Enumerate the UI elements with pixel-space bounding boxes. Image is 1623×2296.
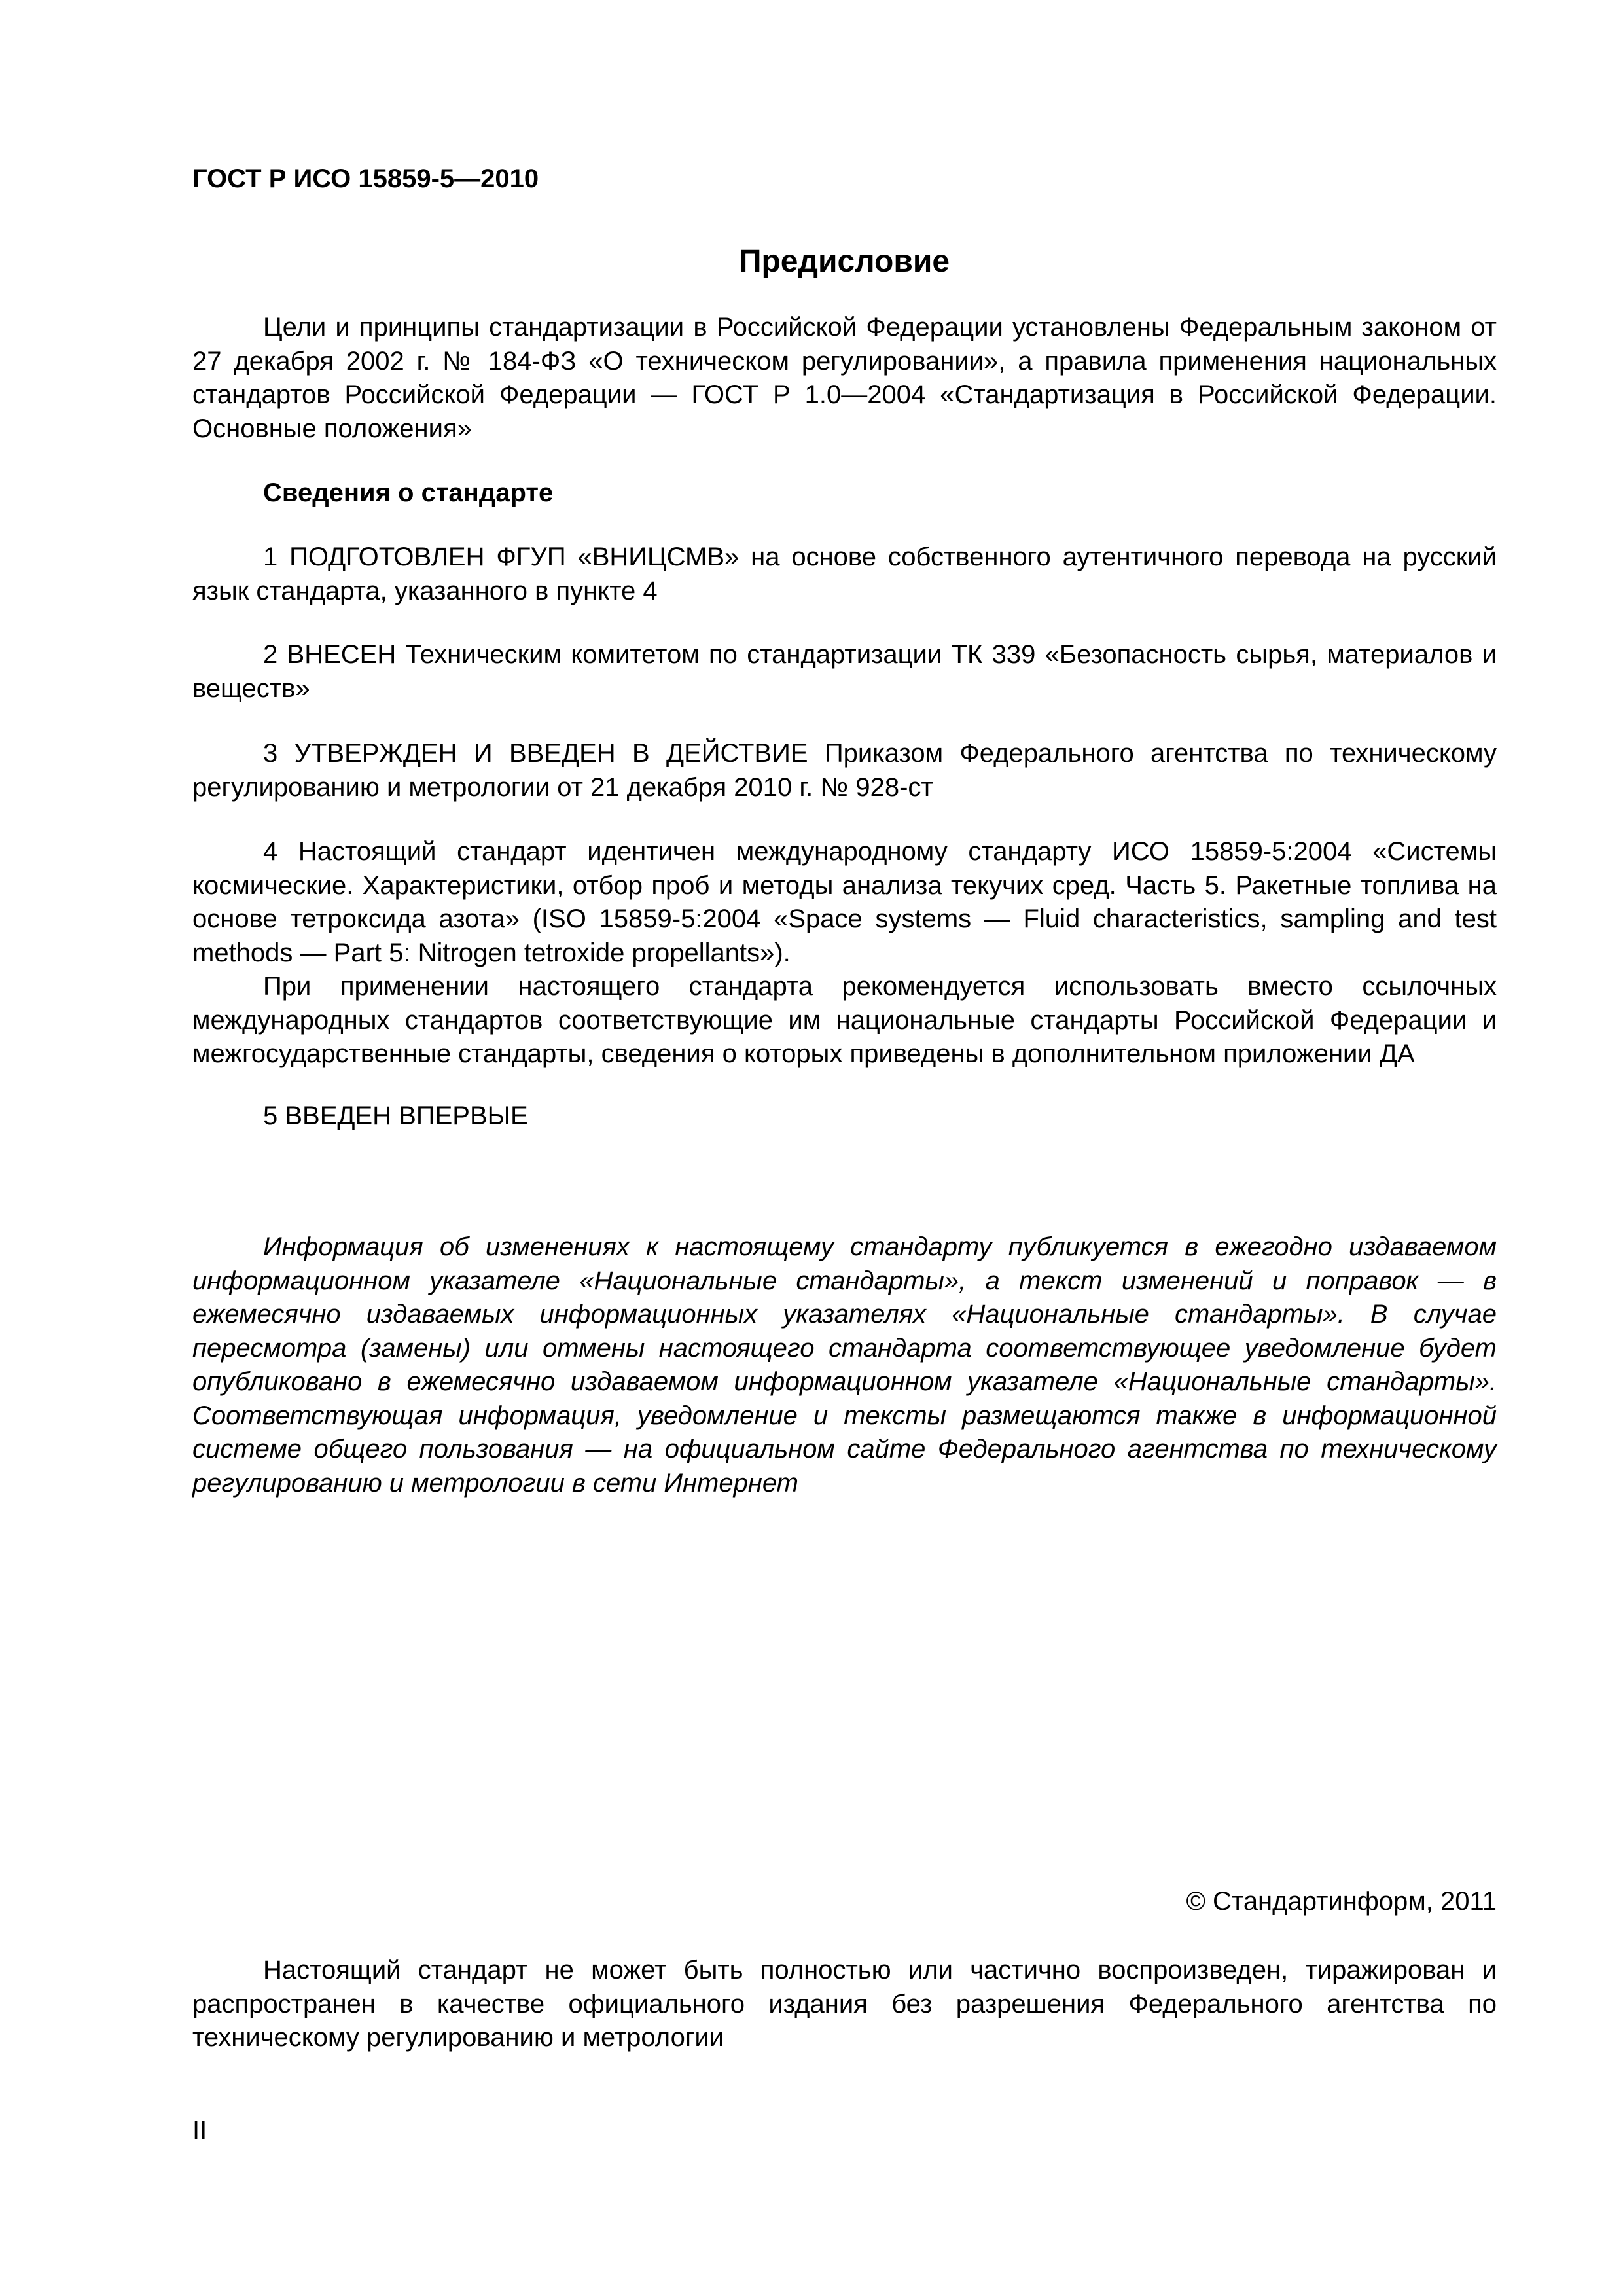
standard-info-heading: Сведения о стандарте	[263, 478, 554, 507]
item-1-block	[192, 541, 1497, 608]
intro-paragraph: Цели и принципы стандартизации в Российской Федерации установлены Федеральным законом от 27 декабря 2002 г. № 184-ФЗ «О техническом регулировании», а правила применения национальных стандартов Российской Федерации — ГОСТ Р 1.0—2004 «Стандартизация в Российской Федерации. Основные положения»	[192, 313, 1497, 443]
copyright-line: © Стандартинформ, 2011	[1186, 1887, 1497, 1916]
item-5-block	[192, 1100, 1497, 1134]
item-3: 3 УТВЕРЖДЕН И ВВЕДЕН В ДЕЙСТВИЕ Приказом Федерального агентства по техническому регулированию и метрологии от 21 декабря 2010 г. № 928-ст	[192, 739, 1497, 802]
item-3-block	[192, 737, 1497, 804]
changes-notice-block	[192, 1230, 1497, 1500]
changes-notice: Информация об изменениях к настоящему стандарту публикуется в ежегодно издаваемом информационном указателе «Национальные стандарты», а текст изменений и поправок — в ежемесячно издаваемых информационных указателях «Национальные стандарты». В случае пересмотра (замены) или отмены настоящего стандарта соответствующее уведомление будет опубликовано в ежемесячно издаваемом информационном указателе «Национальные стандарты». Соответствующая информация, уведомление и тексты размещаются также в информационной системе общего пользования — на официальном сайте Федерального агентства по техническому регулированию и метрологии в сети Интернет	[192, 1232, 1497, 1498]
document-code: ГОСТ Р ИСО 15859-5—2010	[192, 164, 539, 193]
page-number: II	[192, 2116, 207, 2145]
page-title: Предисловие	[738, 244, 950, 279]
item-2: 2 ВНЕСЕН Техническим комитетом по стандартизации ТК 339 «Безопасность сырья, материалов и веществ»	[192, 640, 1497, 703]
item-4: 4 Настоящий стандарт идентичен международному стандарту ИСО 15859-5:2004 «Системы космические. Характеристики, отбор проб и методы анализа текучих сред. Часть 5. Ракетные топлива на основе тетроксида азота» (ISO 15859-5:2004 «Space systems — Fluid characteristics, sampling and test methods — Part 5: Nitrogen tetroxide propellants»).	[192, 837, 1497, 967]
reproduction-notice: Настоящий стандарт не может быть полностью или частично воспроизведен, тиражирован и распространен в качестве официального издания без разрешения Федерального агентства по техническому регулированию и метрологии	[192, 1956, 1497, 2052]
intro-block	[192, 311, 1497, 446]
item-5: 5 ВВЕДЕН ВПЕРВЫЕ	[263, 1102, 528, 1130]
item-4-note: При применении настоящего стандарта рекомендуется использовать вместо ссылочных международных стандартов соответствующие им национальные стандарты Российской Федерации и межгосударственные стандарты, сведения о которых приведены в дополнительном приложении ДА	[192, 972, 1497, 1068]
item-4-block	[192, 835, 1497, 1071]
reproduction-notice-block	[192, 1954, 1497, 2055]
item-2-block	[192, 638, 1497, 706]
item-1: 1 ПОДГОТОВЛЕН ФГУП «ВНИЦСМВ» на основе собственного аутентичного перевода на русский язык стандарта, указанного в пункте 4	[192, 543, 1497, 605]
